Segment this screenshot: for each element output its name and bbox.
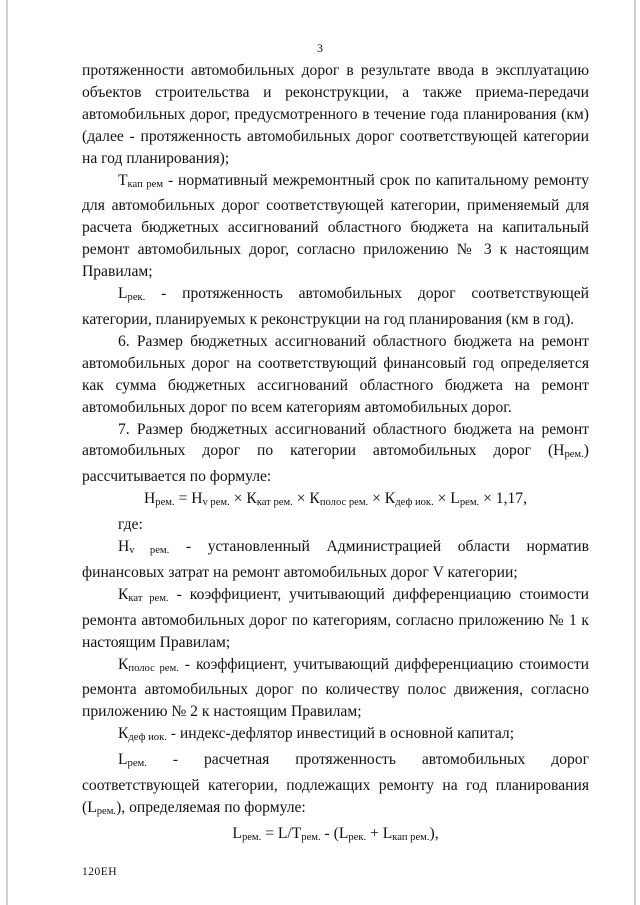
formula-part: × К bbox=[368, 490, 396, 508]
definition-text: - протяженность автомобильных дорог соответствующей категории, планируемых к реконструкции на год планирования (км в год). bbox=[82, 285, 589, 328]
definition-text: - установленный Администрацией области норматив финансовых затрат на ремонт автомобильных дорог V категории; bbox=[82, 538, 589, 581]
definition-k-kat bbox=[82, 584, 589, 654]
symbol-subscript: рек. bbox=[127, 292, 146, 304]
scan-right-edge bbox=[634, 0, 636, 905]
definition-h-v bbox=[82, 536, 589, 584]
definition-t-kap bbox=[82, 170, 589, 284]
paragraph-7 bbox=[82, 419, 589, 489]
symbol: К bbox=[118, 725, 129, 743]
formula-part: × 1,17, bbox=[479, 490, 527, 508]
paragraph-7-text: 7. Размер бюджетных ассигнований областного бюджета на ремонт автомобильных дорог по категории автомобильных дорог (Н bbox=[82, 420, 589, 460]
paragraph-7-text-end: ) рассчитывается по формуле: bbox=[82, 442, 589, 486]
formula-subscript: полос рем. bbox=[319, 497, 369, 509]
formula-part: ), bbox=[429, 824, 439, 842]
formula-part: Н bbox=[144, 490, 156, 508]
formula-subscript: рем. bbox=[155, 497, 175, 509]
symbol: К bbox=[118, 655, 129, 673]
formula-subscript: рем. bbox=[459, 497, 480, 509]
formula-subscript: рем. bbox=[301, 831, 321, 843]
definition-text: - индекс-дефлятор инвестиций в основной капитал; bbox=[166, 725, 515, 743]
definition-text: - коэффициент, учитывающий дифференциацию стоимости ремонта автомобильных дорог по категориям, согласно приложению № 1 к настоящим Правилам; bbox=[82, 585, 590, 651]
definition-k-polos bbox=[82, 654, 589, 724]
page-number: 3 bbox=[317, 41, 323, 55]
formula-h-rem bbox=[82, 488, 589, 514]
symbol: К bbox=[118, 585, 129, 603]
continued-paragraph: протяженности автомобильных дорог в результате ввода в эксплуатацию объектов строительства и реконструкции, а также приема-передачи автомобильных дорог, предусмотренного в течение года планирования (км) (далее - протяженность автомобильных дорог соответствующей категории на год планирования); bbox=[82, 62, 589, 167]
symbol: Т bbox=[118, 171, 128, 189]
symbol-subscript: кап рем bbox=[127, 178, 164, 190]
paragraph-6: 6. Размер бюджетных ассигнований областного бюджета на ремонт автомобильных дорог на соответствующий финансовый год определяется как сумма бюджетных ассигнований областного бюджета на ремонт автомобильных дорог по всем категориям автомобильных дорог. bbox=[82, 332, 589, 416]
formula-part: × L bbox=[433, 490, 460, 508]
definition-text: - нормативный межремонтный срок по капитальному ремонту для автомобильных дорог соответствующей категории, применяемый для расчета бюджетных ассигнований областного бюджета на капитальный ремонт автомобильных дорог, согласно приложению № 3 к настоящим Правилам; bbox=[82, 171, 589, 281]
definition-l-rem bbox=[82, 749, 589, 823]
formula-l-rem bbox=[82, 823, 589, 849]
symbol-subscript: рем. bbox=[127, 758, 147, 770]
definition-text-end: ), определяемая по формуле: bbox=[116, 799, 306, 816]
formula-subscript: v рем. bbox=[202, 497, 230, 509]
scan-left-edge bbox=[6, 0, 8, 905]
symbol-subscript: v рем. bbox=[129, 545, 170, 557]
symbol-subscript: кат рем. bbox=[128, 592, 169, 604]
formula-subscript: рем. bbox=[241, 831, 262, 843]
definition-l-rek bbox=[82, 283, 589, 331]
definition-text: - коэффициент, учитывающий дифференциацию стоимости ремонта автомобильных дорог по количеству полос движения, согласно приложению № 2 к настоящим Правилам; bbox=[82, 655, 589, 721]
definition-k-def bbox=[82, 723, 589, 749]
symbol-subscript: полос рем. bbox=[128, 662, 179, 674]
symbol: L bbox=[118, 751, 128, 769]
formula-part: × К bbox=[229, 490, 257, 508]
formula-part: = L/T bbox=[261, 824, 302, 842]
formula-subscript: деф иок. bbox=[395, 497, 434, 509]
formula-part: - (L bbox=[320, 824, 349, 842]
symbol: Н bbox=[118, 538, 130, 556]
symbol-subscript: деф иок. bbox=[128, 732, 167, 744]
formula-part: = Н bbox=[174, 490, 203, 508]
formula-part: × К bbox=[292, 490, 320, 508]
symbol: L bbox=[118, 285, 128, 303]
formula-subscript: кап рем. bbox=[392, 831, 430, 843]
definition-text: - расчетная протяженность автомобильных дорог соответствующей категории, подлежащих ремонту на год планирования (L bbox=[82, 751, 589, 816]
document-body bbox=[82, 60, 589, 849]
formula-subscript: рек. bbox=[348, 831, 367, 843]
symbol-subscript: рем. bbox=[96, 806, 117, 817]
symbol-subscript: рем. bbox=[564, 449, 584, 461]
formula-subscript: кат рем. bbox=[256, 497, 293, 509]
formula-part: + L bbox=[366, 824, 393, 842]
where-label: где: bbox=[118, 516, 143, 534]
footer-code: 120ЕН bbox=[82, 866, 118, 878]
formula-part: L bbox=[232, 824, 242, 842]
